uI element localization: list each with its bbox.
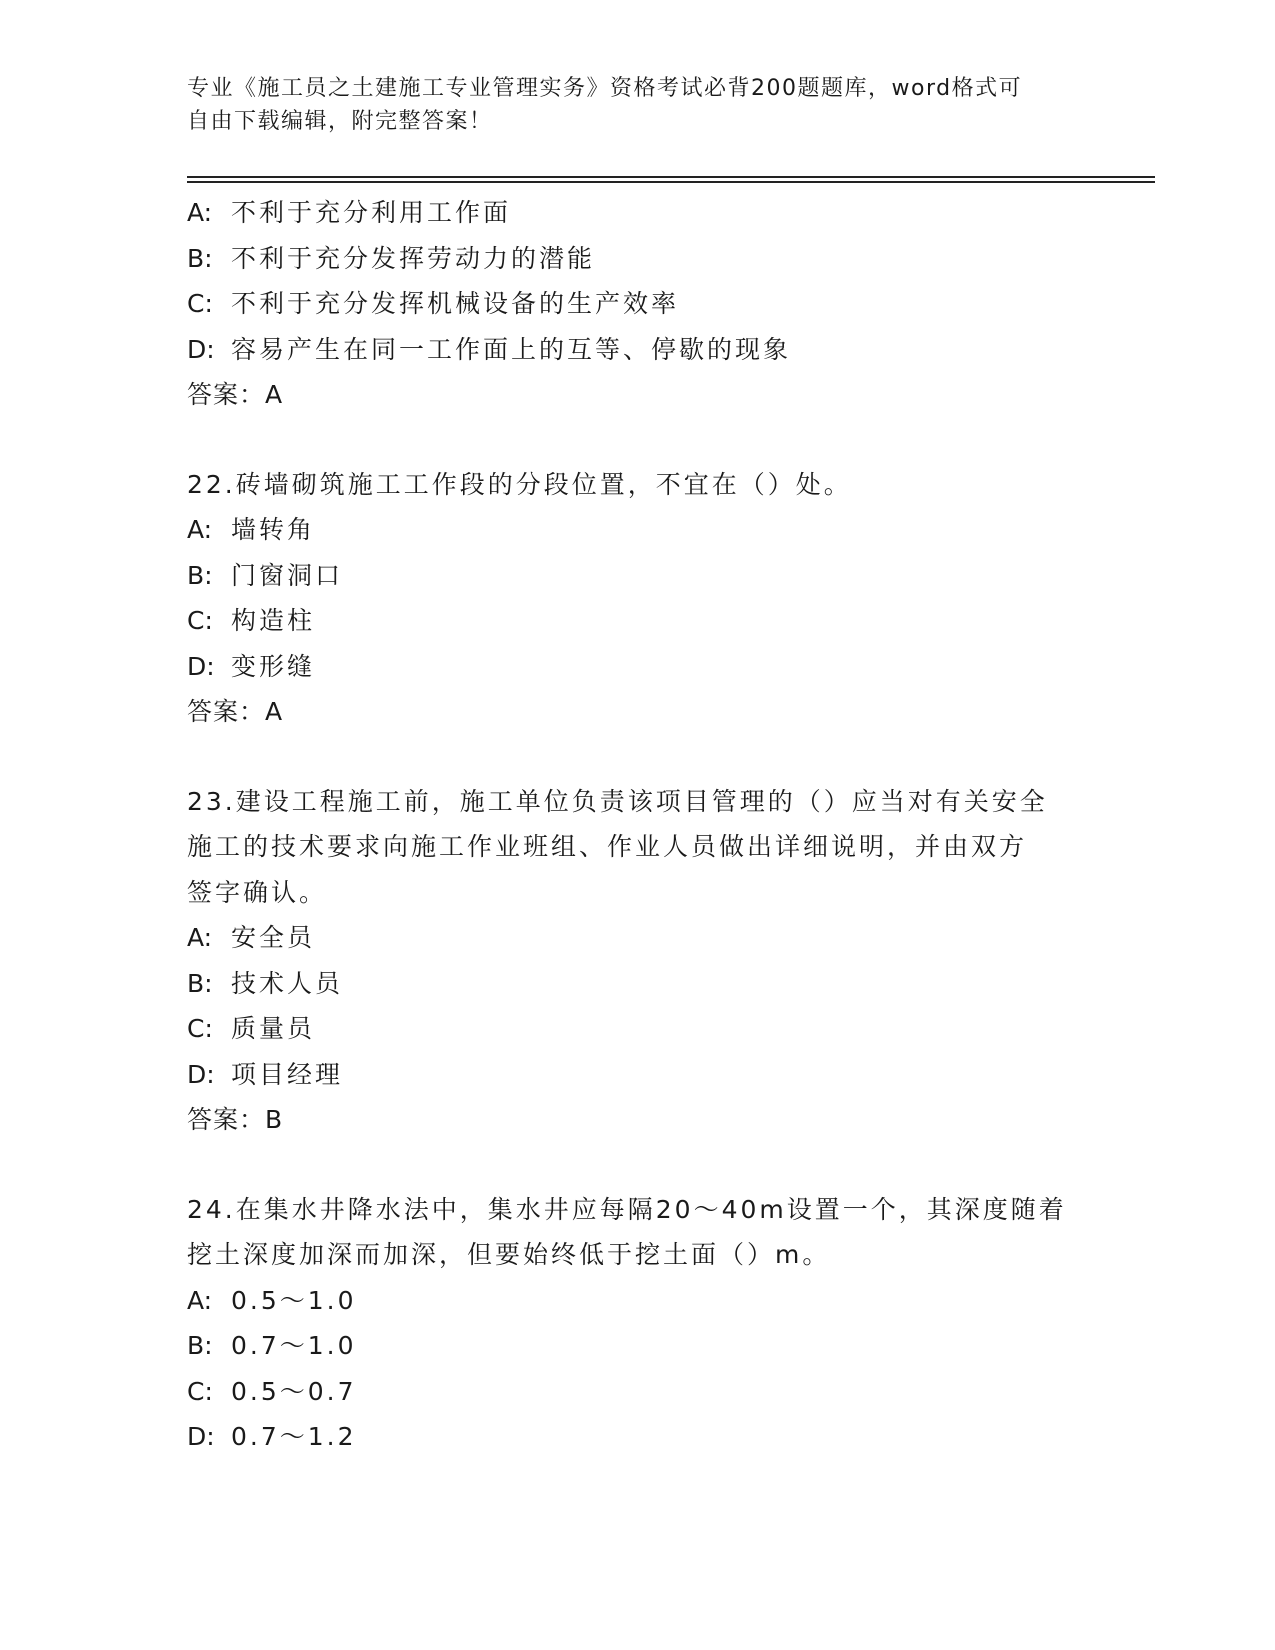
header-rule-bottom: [187, 181, 1155, 183]
option-b: B: 门窗洞口: [187, 560, 344, 590]
option-c: C: 不利于充分发挥机械设备的生产效率: [187, 289, 680, 318]
question-text-line-2: 施工的技术要求向施工作业班组、作业人员做出详细说明，并由双方: [187, 832, 1028, 861]
option-b: B: 0.7～1.0: [187, 1331, 357, 1360]
option-d: D: 容易产生在同一工作面上的互等、停歇的现象: [187, 334, 792, 364]
option-a: A: 安全员: [187, 923, 316, 952]
answer: 答案：A: [187, 380, 284, 409]
question-23: [187, 779, 1087, 1143]
option-c: C: 构造柱: [187, 606, 316, 635]
question-text-line-3: 签字确认。: [187, 877, 328, 907]
option-a: A: 0.5～1.0: [187, 1285, 357, 1315]
option-a: A: 不利于充分利用工作面: [187, 198, 512, 227]
header-line-1: 专业《施工员之土建施工专业管理实务》资格考试必背200题题库，word格式可: [187, 76, 1023, 101]
answer: 答案：A: [187, 697, 284, 726]
header-line-2: 自由下载编辑，附完整答案！: [187, 109, 493, 134]
header-rule-top: [187, 176, 1155, 178]
question-24: [187, 1187, 1087, 1460]
answer: 答案：B: [187, 1105, 284, 1134]
option-d: D: 0.7～1.2: [187, 1422, 357, 1451]
option-a: A: 墙转角: [187, 515, 316, 544]
question-text: 22.砖墙砌筑施工工作段的分段位置，不宜在（）处。: [187, 469, 852, 499]
option-b: B: 技术人员: [187, 968, 344, 998]
option-d: D: 项目经理: [187, 1059, 344, 1089]
question-22: [187, 462, 1087, 735]
question-text-line-2: 挖土深度加深而加深，但要始终低于挖土面（）m。: [187, 1240, 831, 1269]
option-c: C: 质量员: [187, 1014, 316, 1043]
question-list: [187, 190, 1087, 1460]
question-21: [187, 190, 1087, 418]
option-b: B: 不利于充分发挥劳动力的潜能: [187, 243, 596, 273]
question-text-line-1: 23.建设工程施工前，施工单位负责该项目管理的（）应当对有关安全: [187, 786, 1048, 816]
option-d: D: 变形缝: [187, 651, 316, 681]
question-text-line-1: 24.在集水井降水法中，集水井应每隔20～40m设置一个，其深度随着: [187, 1194, 1067, 1224]
option-c: C: 0.5～0.7: [187, 1376, 357, 1406]
document-header: [187, 72, 1067, 138]
